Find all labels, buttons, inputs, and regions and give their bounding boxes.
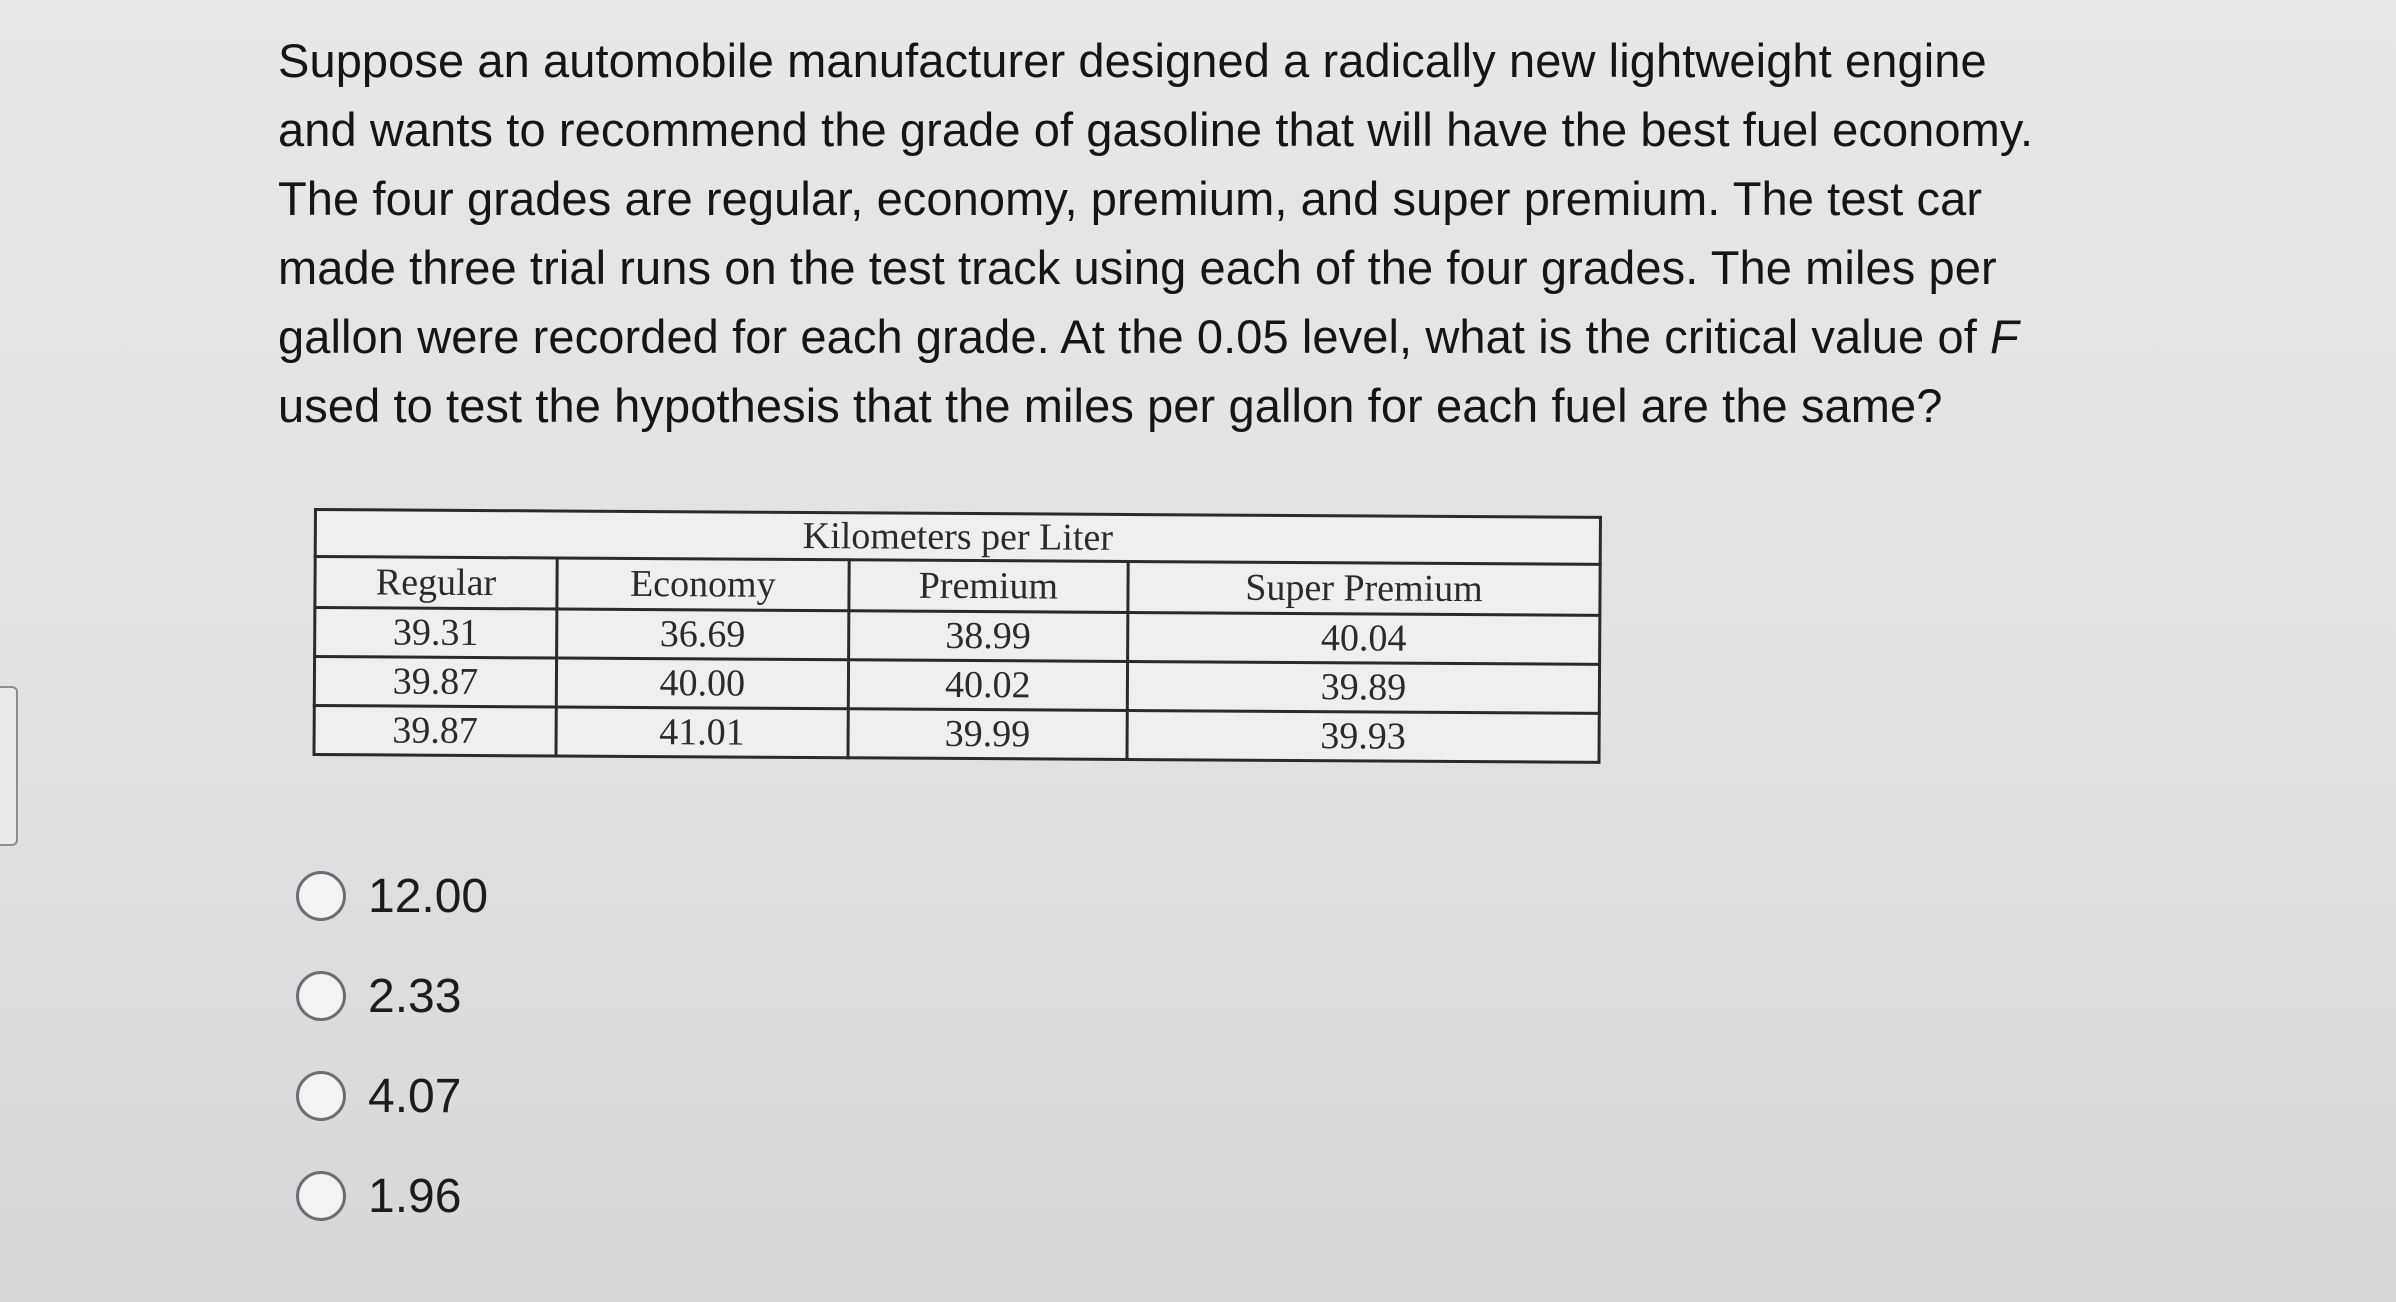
answer-options xyxy=(296,846,488,1246)
column-header-economy: Economy xyxy=(557,558,849,611)
table-cell: 39.87 xyxy=(314,657,556,707)
answer-option-label: 2.33 xyxy=(368,969,462,1023)
table-cell: 39.87 xyxy=(314,706,556,756)
radio-button[interactable] xyxy=(296,971,346,1021)
table-cell: 36.69 xyxy=(557,609,849,660)
question-line-6: used to test the hypothesis that the miles per gallon for each fuel are the same? xyxy=(278,379,1943,432)
table-row xyxy=(314,657,1599,714)
answer-option-label: 1.96 xyxy=(368,1169,462,1223)
table-cell: 39.31 xyxy=(315,608,557,658)
table-title-row xyxy=(315,510,1600,565)
question-line-5-text: gallon were recorded for each grade. At the 0.05 level, what is the critical value of xyxy=(278,310,1991,363)
question-text xyxy=(278,26,2178,440)
table-cell: 41.01 xyxy=(556,707,848,758)
table-cell: 38.99 xyxy=(848,611,1128,662)
table-row xyxy=(315,608,1600,665)
table-cell: 40.04 xyxy=(1128,612,1600,664)
table-header-row xyxy=(315,557,1600,616)
question-line-3: The four grades are regular, economy, premium, and super premium. The test car xyxy=(278,172,1983,225)
table-cell: 40.02 xyxy=(848,660,1128,711)
table-cell: 39.93 xyxy=(1127,710,1599,762)
radio-button[interactable] xyxy=(296,1071,346,1121)
question-line-2: and wants to recommend the grade of gasoline that will have the best fuel economy. xyxy=(278,103,2034,156)
radio-button[interactable] xyxy=(296,1171,346,1221)
answer-option-3[interactable] xyxy=(296,1046,488,1146)
data-table xyxy=(312,508,1601,764)
answer-option-1[interactable] xyxy=(296,846,488,946)
table-cell: 40.00 xyxy=(556,658,848,709)
answer-option-2[interactable] xyxy=(296,946,488,1046)
question-line-4: made three trial runs on the test track using each of the four grades. The miles per xyxy=(278,241,1997,294)
column-header-super-premium: Super Premium xyxy=(1128,561,1600,615)
question-line-1: Suppose an automobile manufacturer designed a radically new lightweight engine xyxy=(278,34,1987,87)
table-title: Kilometers per Liter xyxy=(315,510,1600,565)
answer-option-label: 4.07 xyxy=(368,1069,462,1123)
answer-option-label: 12.00 xyxy=(368,869,489,923)
table-cell: 39.89 xyxy=(1127,661,1599,713)
table-cell: 39.99 xyxy=(848,709,1128,760)
column-header-premium: Premium xyxy=(849,560,1129,613)
table-row xyxy=(314,706,1599,763)
side-panel-edge xyxy=(0,686,18,846)
question-line-5 xyxy=(278,302,2178,371)
question-variable-f: F xyxy=(1990,310,2019,363)
radio-button[interactable] xyxy=(296,871,346,921)
answer-option-4[interactable] xyxy=(296,1146,488,1246)
column-header-regular: Regular xyxy=(315,557,557,609)
